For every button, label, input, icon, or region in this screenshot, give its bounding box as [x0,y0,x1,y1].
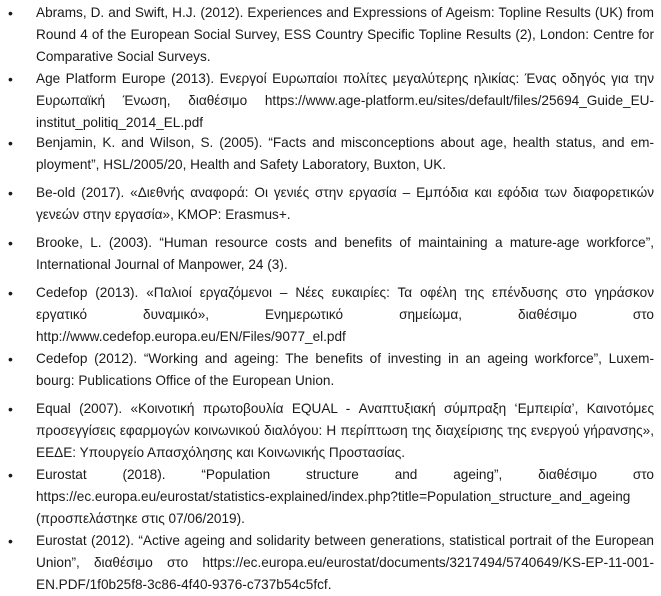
reference-text: Benjamin, K. and Wilson, S. (2005). “Facts and misconceptions about age, health status, and em-ployment”, HSL/2005/20, Health and Safety Laboratory, Buxton, UK. [36,135,654,172]
bullet-icon: • [8,135,13,151]
reference-text: Equal (2007). «Κοινοτική πρωτοβουλία EQUAL - Αναπτυξιακή σύμπραξη ‘Εμπειρία’, Καινοτόμες προσεγγίσεις εφαρμογών κοινωνικού διαλόγου: Η περίπτωση της διαχείρισης της ενεργού γήρανσης», ΕΕΔΕ: Υπουργείο Απασχόλησης και Κοινωνικής Προστασίας. [36,401,654,460]
bullet-icon: • [8,533,13,549]
reference-text: Be-old (2017). «Διεθνής αναφορά: Οι γενιές στην εργασία – Εμπόδια και εφόδια των διαφορετικών γενεών στην εργασία», ΚΜΟΡ: Erasmus+. [36,185,654,222]
reference-text: Cedefop (2012). “Working and ageing: The benefits of investing in an ageing workforce”, Luxem-bourg: Publications Office of the European Union. [36,351,654,388]
bullet-icon: • [8,71,13,87]
reference-text: Age Platform Europe (2013). Ενεργοί Ευρωπαίοι πολίτες μεγαλύτερης ηλικίας: Ένας οδηγός για την Ευρωπαϊκή Ένωση, διαθέσιμο https://www.age-platform.eu/sites/default/files/25694_Guide_EU-institut_politiq_2014_EL.pdf [36,71,654,130]
reference-text: Eurostat (2012). “Active ageing and solidarity between generations, statistical portrait of the European Union”, διαθέσιμο στο https://ec.europa.eu/eurostat/documents/3217494/5740649/KS-EP-11-001-EN.PDF/1f0b25f8-3c86-4f40-9376-c737b54c5fcf. [36,533,654,592]
reference-text: Cedefop (2013). «Παλιοί εργαζόμενοι – Νέες ευκαιρίες: Τα οφέλη της επένδυσης στο γηράσκον εργατικό δυναμικό», Ενημερωτικό σημείωμα, διαθέσιμο στο http://www.cedefop.europa.eu/EN/Files/9077_el.pdf [36,285,654,344]
bullet-icon: • [8,467,13,483]
bullet-icon: • [8,5,13,21]
reference-text: Eurostat (2018). “Population structure and ageing”, διαθέσιμο στο https://ec.europa.eu/eurostat/statistics-explained/index.php?title=Population_structure_and_ageing (προσπελάστηκε στις 07/06/2019). [36,467,654,526]
reference-text: Brooke, L. (2003). “Human resource costs and benefits of maintaining a mature-age workforce”, International Journal of Manpower, 24 (3). [36,235,654,272]
bullet-icon: • [8,401,13,417]
bullet-icon: • [8,235,13,251]
bullet-icon: • [8,185,13,201]
bullet-icon: • [8,285,13,301]
bullet-icon: • [8,351,13,367]
reference-text: Abrams, D. and Swift, H.J. (2012). Experiences and Expressions of Ageism: Topline Results (UK) from Round 4 of the European Social Survey, ESS Country Specific Topline Results (2), London: Centre for Comparative Social Surveys. [36,5,654,64]
